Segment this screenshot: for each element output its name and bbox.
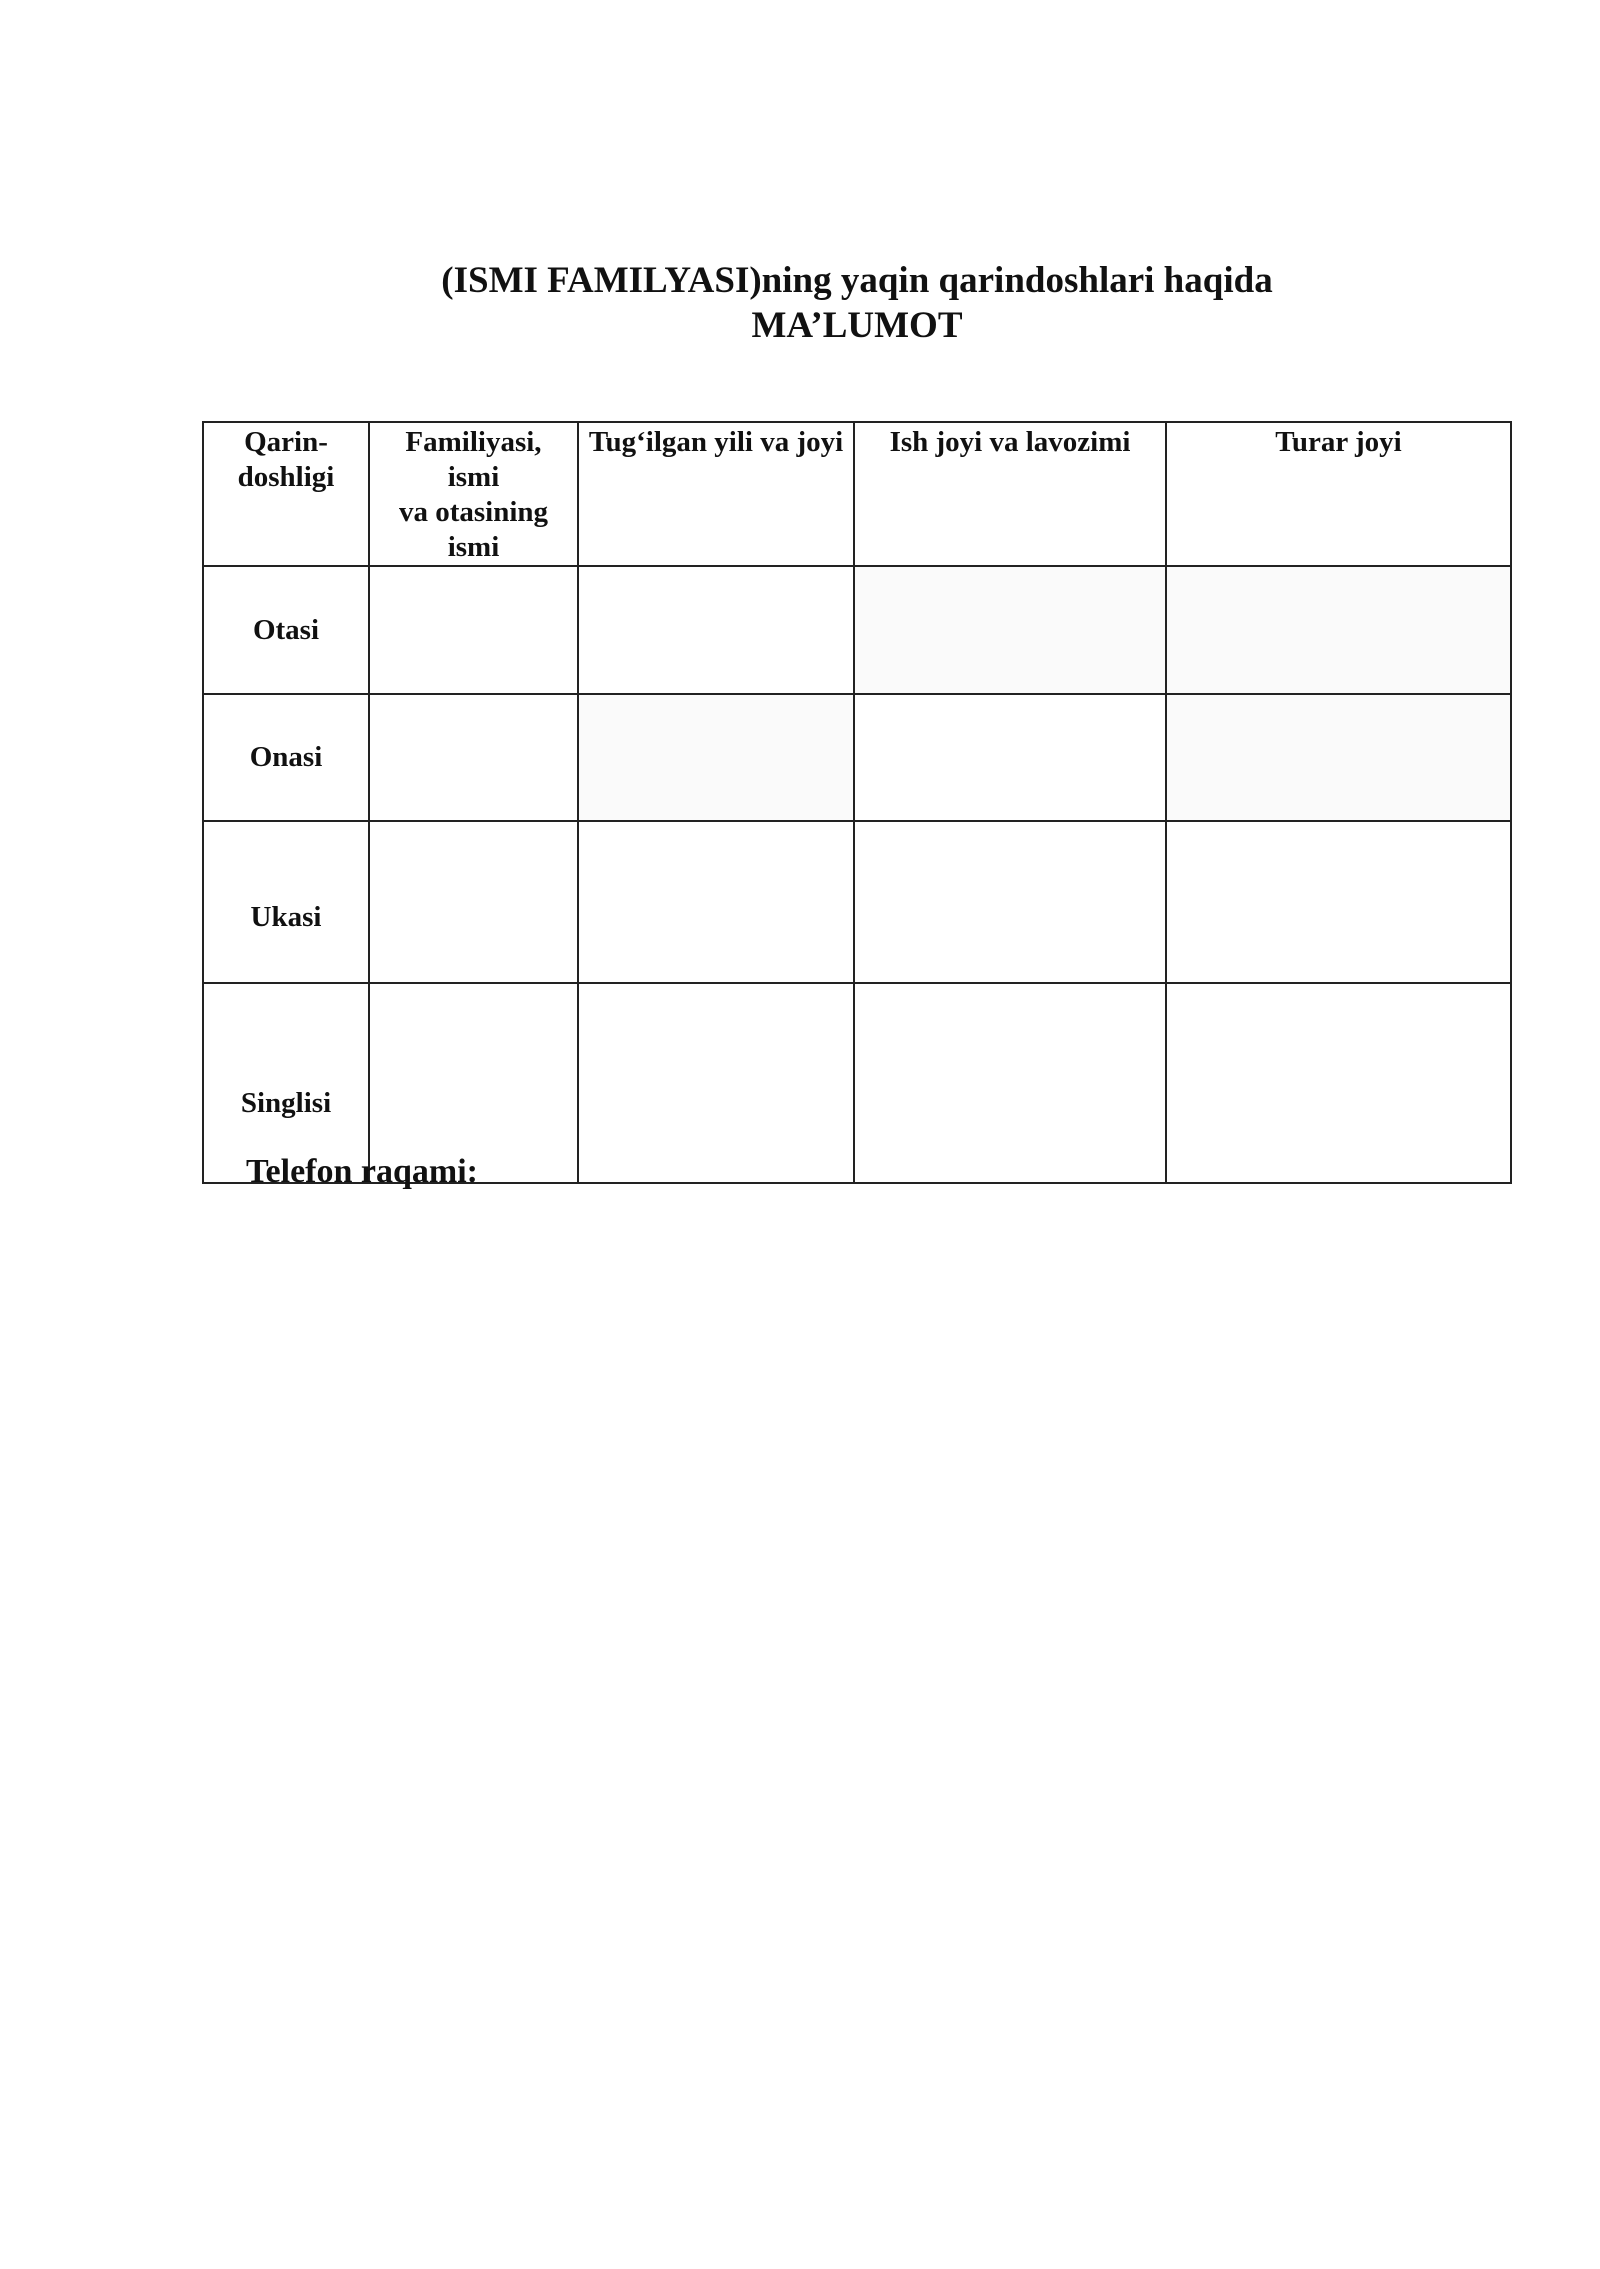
relation-mother: Onasi <box>203 694 369 821</box>
cell-full-name[interactable] <box>369 566 578 694</box>
header-birth-year-place: Tug‘ilgan yili va joyi <box>578 422 854 566</box>
header-relation-line-1: Qarin- <box>244 426 328 458</box>
title-line-2: MA’LUMOT <box>751 305 963 346</box>
header-full-name-line-2: ismi <box>447 461 500 493</box>
phone-number-label: Telefon raqami: <box>246 1153 479 1190</box>
cell-work-position[interactable] <box>854 821 1166 983</box>
header-work-position: Ish joyi va lavozimi <box>854 422 1166 566</box>
cell-full-name[interactable] <box>369 821 578 983</box>
cell-birth-year-place[interactable] <box>578 566 854 694</box>
cell-residence[interactable] <box>1166 566 1511 694</box>
relation-younger-brother: Ukasi <box>203 821 369 983</box>
cell-work-position[interactable] <box>854 694 1166 821</box>
cell-full-name[interactable] <box>369 694 578 821</box>
cell-birth-year-place[interactable] <box>578 983 854 1183</box>
table-row <box>203 694 1511 821</box>
header-full-name-line-4: ismi <box>447 531 500 563</box>
header-relation <box>203 422 369 566</box>
cell-residence[interactable] <box>1166 821 1511 983</box>
table-row <box>203 566 1511 694</box>
header-full-name-line-3: va otasining <box>398 496 549 528</box>
header-full-name-line-1: Familiyasi, <box>405 426 542 458</box>
cell-birth-year-place[interactable] <box>578 821 854 983</box>
cell-birth-year-place[interactable] <box>578 694 854 821</box>
cell-residence[interactable] <box>1166 983 1511 1183</box>
header-relation-line-2: doshligi <box>237 461 335 493</box>
header-full-name <box>369 422 578 566</box>
document-title <box>0 258 1600 348</box>
relatives-table <box>202 421 1512 1184</box>
header-residence: Turar joyi <box>1166 422 1511 566</box>
cell-residence[interactable] <box>1166 694 1511 821</box>
cell-work-position[interactable] <box>854 983 1166 1183</box>
cell-work-position[interactable] <box>854 566 1166 694</box>
relation-younger-sister: Singlisi <box>203 983 369 1183</box>
table-row <box>203 821 1511 983</box>
relation-father: Otasi <box>203 566 369 694</box>
table-header-row <box>203 422 1511 566</box>
title-line-1: (ISMI FAMILYASI)ning yaqin qarindoshlari haqida <box>441 260 1273 301</box>
